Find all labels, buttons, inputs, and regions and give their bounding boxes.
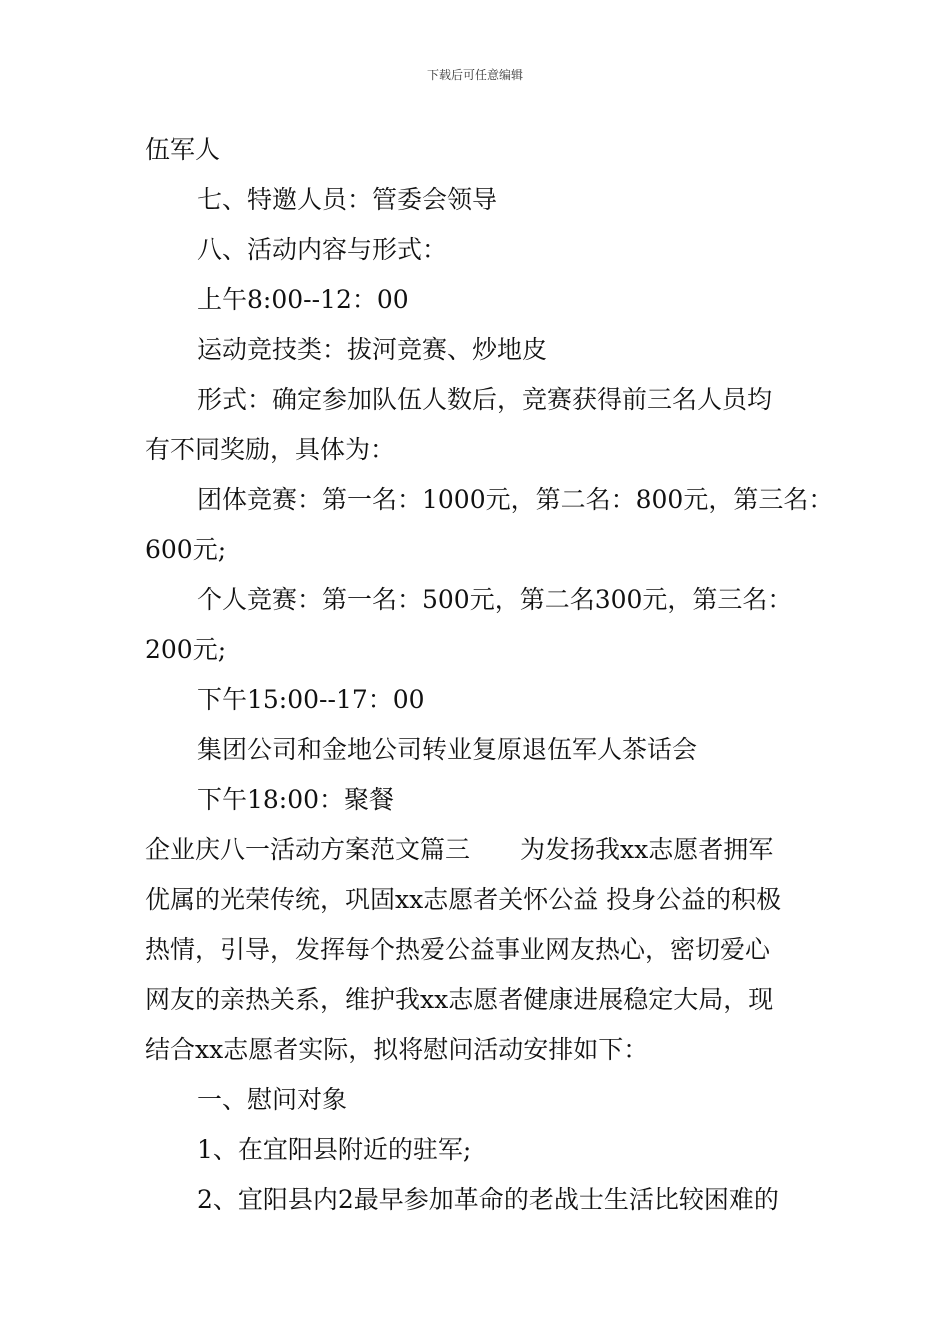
text-line: 下午15:00--17：00 bbox=[197, 685, 425, 714]
page-header: 下载后可任意编辑 bbox=[426, 68, 523, 82]
text-line: 集团公司和金地公司转业复原退伍军人茶话会 bbox=[197, 735, 698, 764]
text-line: 1、在宜阳县附近的驻军; bbox=[197, 1135, 472, 1164]
text-line: 一、慰问对象 bbox=[197, 1085, 348, 1114]
text-line: 运动竞技类：拔河竞赛、炒地皮 bbox=[197, 335, 548, 364]
text-line: 形式：确定参加队伍人数后，竞赛获得前三名人员均 bbox=[197, 385, 773, 414]
document-body bbox=[145, 125, 834, 1225]
text-line: 优属的光荣传统，巩固xx志愿者关怀公益 投身公益的积极 bbox=[145, 885, 782, 914]
text-line: 七、特邀人员：管委会领导 bbox=[197, 185, 498, 214]
text-line: 八、活动内容与形式： bbox=[197, 235, 448, 264]
text-line: 团体竞赛：第一名：1000元，第二名：800元，第三名： bbox=[197, 485, 834, 514]
text-line: 600元; bbox=[145, 535, 227, 564]
text-line: 个人竞赛：第一名：500元，第二名300元，第三名： bbox=[197, 585, 793, 614]
text-line: 企业庆八一活动方案范文篇三 为发扬我xx志愿者拥军 bbox=[145, 835, 774, 864]
text-line: 伍军人 bbox=[145, 135, 221, 164]
text-line: 有不同奖励，具体为： bbox=[145, 435, 396, 464]
text-line: 结合xx志愿者实际，拟将慰问活动安排如下： bbox=[145, 1035, 649, 1064]
text-line: 2、宜阳县内2最早参加革命的老战士生活比较困难的 bbox=[197, 1185, 779, 1214]
text-line: 上午8:00--12：00 bbox=[197, 285, 409, 314]
text-line: 热情，引导，发挥每个热爱公益事业网友热心，密切爱心 bbox=[145, 935, 771, 964]
text-line: 下午18:00：聚餐 bbox=[197, 785, 395, 814]
text-line: 网友的亲热关系，维护我xx志愿者健康进展稳定大局，现 bbox=[145, 985, 774, 1014]
text-line: 200元; bbox=[145, 635, 227, 664]
